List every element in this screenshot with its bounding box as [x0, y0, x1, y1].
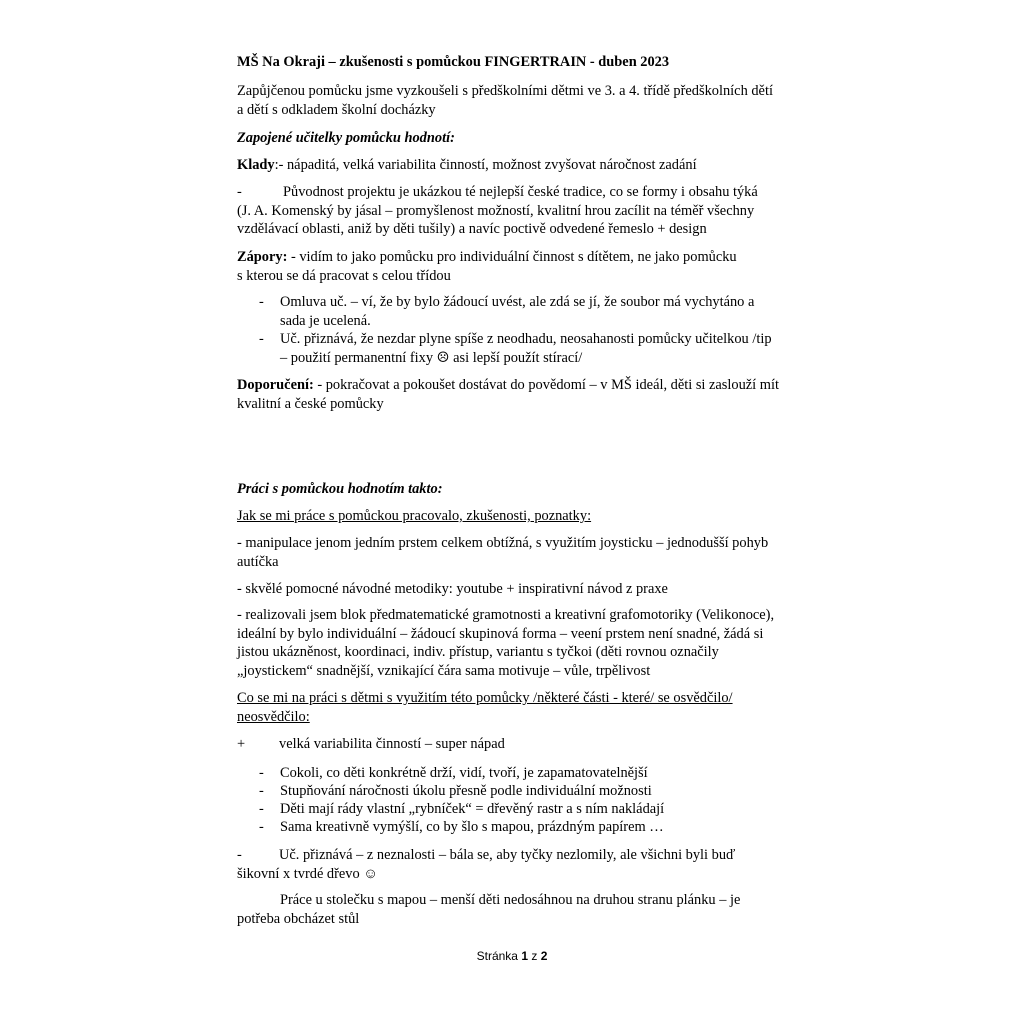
doporuceni-paragraph [237, 376, 797, 413]
evaluation-heading: Práci s pomůckou hodnotím takto: [237, 481, 443, 497]
page-footer [0, 949, 1024, 963]
list-item-text: velká variabilita činností – super nápad [279, 736, 505, 752]
subheading-line: neosvědčilo: [237, 708, 310, 725]
puvodnost-line: vzdělávací oblasti, aniž by děti tušily) a navíc poctivě odvedené řemeslo + design [237, 221, 707, 237]
intro-line: a dětí s odkladem školní docházky [237, 101, 436, 118]
dash-marker: - [237, 184, 242, 200]
list-item-text: Děti mají rády vlastní „rybníček“ = dřevěný rastr a s ním nakládají [280, 801, 665, 817]
paragraph-line: potřeba obcházet stůl [237, 910, 360, 927]
manipulace-paragraph [237, 534, 797, 571]
success-subheading [237, 689, 797, 726]
footer-separator: z [528, 949, 541, 963]
dash-marker: - [259, 801, 264, 817]
realizovali-paragraph [237, 606, 797, 680]
list-item-text: Stupňování náročnosti úkolu přesně podle individuální možnosti [280, 783, 652, 799]
dash-marker: - [237, 847, 242, 863]
page-number: 1 [521, 949, 529, 963]
zapory-line: s kterou se dá pracovat s celou třídou [237, 267, 451, 284]
paragraph-line: Práce u stolečku s mapou – menší děti nedosáhnou na druhou stranu plánku – je [280, 892, 741, 908]
klady-paragraph [237, 156, 797, 175]
paragraph-line: ideální by bylo individuální – žádoucí skupinová forma – veení prstem není snadné, žádá si [237, 625, 764, 642]
teachers-heading: Zapojené učitelky pomůcku hodnotí: [237, 130, 455, 146]
klady-label: Klady [237, 157, 275, 173]
intro-line: Zapůjčenou pomůcku jsme vyzkoušeli s předškolními dětmi ve 3. a 4. třídě předškolních dětí [237, 83, 773, 99]
list-item-text: Sama kreativně vymýšlí, co by šlo s mapou, prázdným papírem … [280, 819, 664, 835]
paragraph-line: - realizovali jsem blok předmatematické gramotnosti a kreativní grafomotoriky (Velikonoce), [237, 607, 775, 623]
dash-marker: - [259, 819, 264, 835]
zapory-label: Zápory: [237, 249, 288, 265]
list-item-line: Uč. přiznává – z neznalosti – bála se, aby tyčky nezlomily, ale všichni byli buď [279, 847, 736, 863]
subheading-line: Co se mi na práci s dětmi s využitím této pomůcky /některé části - které/ se osvědčilo/ [237, 690, 733, 706]
list-item-line: šikovní x tvrdé dřevo ☺ [237, 865, 378, 882]
metodiky-paragraph: - skvělé pomocné návodné metodiky: youtube + inspirativní návod z praxe [237, 581, 668, 597]
dash-marker: - [259, 331, 264, 347]
puvodnost-line: Původnost projektu je ukázkou té nejlepší české tradice, co se formy i obsahu týká [283, 184, 758, 200]
doporuceni-line: kvalitní a české pomůcky [237, 395, 384, 412]
puvodnost-line: (J. A. Komenský by jásal – promyšlenost možností, kvalitní hrou zacílit na téměř všechny [237, 202, 755, 219]
list-item-line: Uč. přiznává, že nezdar plyne spíše z neodhadu, neosahanosti pomůcky učitelkou /tip [280, 331, 772, 347]
stolecek-paragraph [237, 891, 797, 928]
paragraph-line: jistou ukázněnost, koordinaci, indiv. přístup, variantu s tyčkoi (děti rovnou označily [237, 644, 719, 660]
list-item-text: Cokoli, co děti konkrétně drží, vidí, tvoří, je zapamatovatelnější [280, 765, 648, 781]
dash-marker: - [259, 783, 264, 799]
list-item-line: sada je ucelená. [280, 312, 371, 329]
footer-prefix: Stránka [476, 949, 522, 963]
paragraph-line: autíčka [237, 553, 279, 570]
experience-subheading: Jak se mi práce s pomůckou pracovalo, zkušenosti, poznatky: [237, 508, 592, 524]
doporuceni-line: - pokračovat a pokoušet dostávat do povědomí – v MŠ ideál, děti si zaslouží mít [313, 377, 779, 393]
zapory-paragraph [237, 248, 797, 285]
list-item-line: Omluva uč. – ví, že by bylo žádoucí uvést, ale zdá se jí, že soubor má vychytáno a [280, 294, 755, 310]
klady-text: :- nápaditá, velká variabilita činností, možnost zvyšovat náročnost zadání [274, 157, 697, 173]
list-item-line: – použití permanentní fixy ☹ asi lepší použít stírací/ [280, 349, 583, 366]
dash-marker: - [259, 294, 264, 310]
paragraph-line: „joystickem“ snadnější, vznikající čára sama motivuje – vůle, trpělivost [237, 662, 651, 679]
dash-marker: - [259, 765, 264, 781]
page-total: 2 [540, 949, 548, 963]
zapory-line: - vidím to jako pomůcku pro individuální činnost s dítětem, ne jako pomůcku [287, 249, 737, 265]
paragraph-line: - manipulace jenom jedním prstem celkem obtížná, s využitím joysticku – jednodušší pohyb [237, 535, 769, 551]
intro-paragraph [237, 82, 797, 119]
document-title: MŠ Na Okraji – zkušenosti s pomůckou FINGERTRAIN - duben 2023 [237, 54, 670, 70]
doporuceni-label: Doporučení: [237, 377, 314, 393]
plus-marker: + [237, 736, 246, 752]
puvodnost-paragraph [237, 183, 797, 239]
